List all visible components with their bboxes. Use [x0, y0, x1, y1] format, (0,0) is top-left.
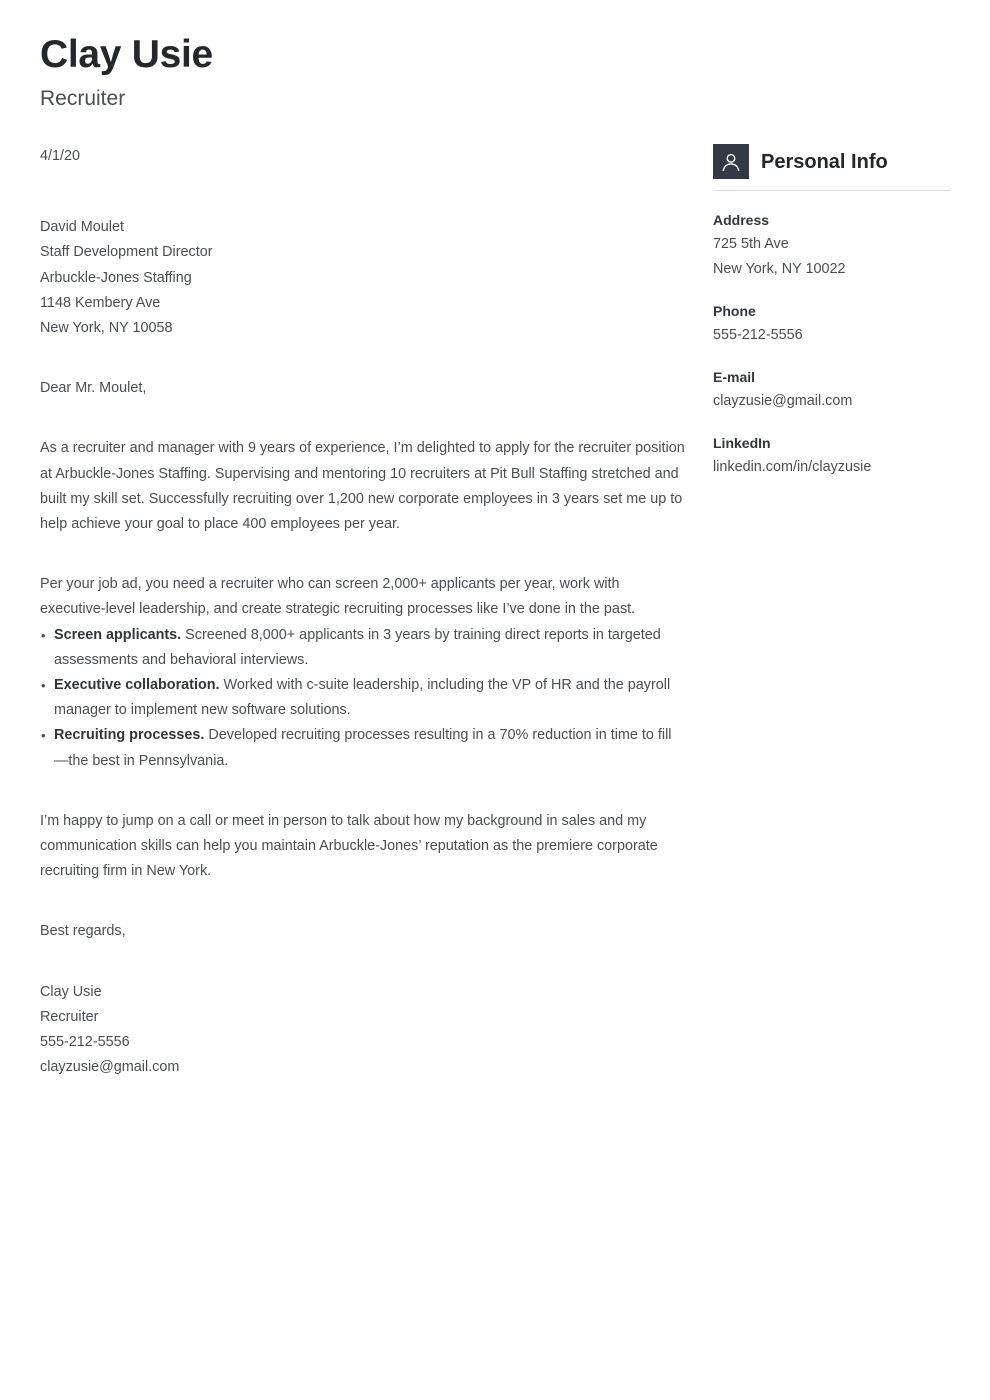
list-item-text: Worked with c-suite leadership, including the VP of HR and the payroll manager to implement new software solutions.	[54, 677, 671, 719]
info-label: Phone	[713, 303, 756, 319]
list-item	[40, 673, 685, 723]
signature-phone: 555-212-5556	[40, 1034, 130, 1051]
recipient-address-block	[40, 215, 685, 341]
letter-header	[40, 34, 680, 111]
sidebar-header	[713, 144, 950, 191]
recipient-city-state-zip: New York, NY 10058	[40, 320, 173, 337]
sign-off: Best regards,	[40, 923, 126, 940]
applicant-job-title: Recruiter	[40, 86, 126, 110]
list-item-lead: Screen applicants.	[54, 626, 182, 643]
info-group-phone	[713, 299, 950, 348]
personal-info-sidebar	[713, 144, 950, 480]
list-item-text: Screened 8,000+ applicants in 3 years by training direct reports in targeted assessments and behavioral interviews.	[54, 626, 661, 668]
list-item	[40, 723, 685, 773]
recipient-company: Arbuckle-Jones Staffing	[40, 269, 192, 286]
letter-body	[40, 144, 685, 1080]
info-label: E-mail	[713, 369, 756, 385]
signature-block	[40, 980, 685, 1081]
letter-date: 4/1/20	[40, 148, 81, 164]
signature-email: clayzusie@gmail.com	[40, 1059, 180, 1076]
info-group-address	[713, 208, 950, 282]
user-icon	[713, 144, 749, 179]
list-item-text: Developed recruiting processes resulting in a 70% reduction in time to fill—the best in Pennsylvania.	[54, 727, 672, 769]
info-label: LinkedIn	[713, 435, 771, 451]
recipient-name: David Moulet	[40, 219, 124, 236]
recipient-title: Staff Development Director	[40, 244, 213, 261]
info-value: 725 5th Ave	[713, 236, 789, 252]
paragraph-intro: As a recruiter and manager with 9 years of experience, I’m delighted to apply for the recruiter position at Arbuckle-Jones Staffing. Supervising and mentoring 10 recruiters at Pit Bull Staffing stretched and built my skill set. Successfully recruiting over 1,200 new corporate employees in 3 years set me up to help achieve your goal to place 400 employees per year.	[40, 440, 685, 533]
info-value: 555-212-5556	[713, 327, 803, 343]
list-item-lead: Executive collaboration.	[54, 677, 220, 694]
paragraph-call-to-action: I’m happy to jump on a call or meet in person to talk about how my background in sales and my communication skills can help you maintain Arbuckle-Jones’ reputation as the premiere corporate recruiting firm in New York.	[40, 812, 658, 880]
paragraph-qualifications: Per your job ad, you need a recruiter who can screen 2,000+ applicants per year, work with executive-level leadership, and create strategic recruiting processes like I’ve done in the past.	[40, 576, 636, 618]
signature-title: Recruiter	[40, 1008, 99, 1025]
info-value[interactable]: linkedin.com/in/clayzusie	[713, 459, 872, 475]
list-item-lead: Recruiting processes.	[54, 727, 205, 744]
recipient-street: 1148 Kembery Ave	[40, 294, 161, 311]
info-group-linkedin	[713, 431, 950, 480]
salutation: Dear Mr. Moulet,	[40, 380, 147, 397]
info-value: New York, NY 10022	[713, 261, 846, 277]
signature-name: Clay Usie	[40, 983, 102, 1000]
info-group-email	[713, 365, 950, 414]
page-title: Clay Usie	[40, 33, 213, 76]
achievement-list	[40, 623, 685, 774]
info-label: Address	[713, 212, 770, 228]
list-item	[40, 623, 685, 673]
info-value[interactable]: clayzusie@gmail.com	[713, 393, 853, 409]
sidebar-title: Personal Info	[761, 150, 888, 173]
